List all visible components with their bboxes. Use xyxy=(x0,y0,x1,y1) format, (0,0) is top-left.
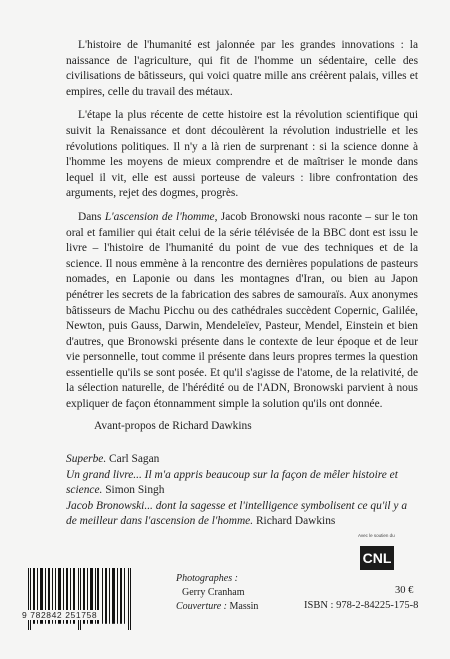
paragraph-3-intro: Dans xyxy=(78,210,105,223)
barcode xyxy=(24,568,136,630)
photo-name: Gerry Cranham xyxy=(182,587,245,598)
blurb xyxy=(66,38,418,421)
book-title: L'ascension de l'homme xyxy=(104,210,215,223)
quote-text: Un grand livre... Il m'a appris beaucoup sur la façon de mêler histoire et science. xyxy=(66,468,398,497)
logo-caption: Avec le soutien du xyxy=(358,533,395,538)
cnl-logo xyxy=(360,538,396,578)
price: 30 € xyxy=(395,585,414,596)
quote-singh xyxy=(66,468,418,499)
paragraph-2: L'étape la plus récente de cette histoire est la révolution scientifique qui suivit la Renaissance et dont découlèrent la révolution industrielle et les révolutions politiques. Il n'y a là rien de surprenant : si la science donne à l'homme les moyens de mieux comprendre et de maîtriser le monde dans lequel il vit, elle est aussi porteuse de valeurs : libre confrontation des arguments, rejet des dogmes, progrès. xyxy=(66,109,418,200)
quote-text: Jacob Bronowski... dont la sagesse et l'intelligence symbolisent ce qu'il y a de meilleur dans l'ascension de l'homme. xyxy=(66,499,408,528)
paragraph-3-rest: , Jacob Bronowski nous raconte – sur le ton oral et familier qui était celui de la série télévisée de la BBC dont est issu le livre – l'histoire de l'humanité du point de vue des techniques et de la science. Il nous emmène à la rencontre des dernières populations de pasteurs nomades, en Laponie ou dans les montagnes d'Iran, ou bien au Japon pénétrer les secrets de la fabrication des sabres de samouraïs. Aux anonymes bâtisseurs de Machu Picchu ou des cathédrales succèdent Copernic, Galilée, Newton, puis Gauss, Darwin, Mendeleïev, Pasteur, Mendel, Einstein et bien d'autres, que Bronowski présente dans le contexte de leur époque et de leur vie personnelle, tout comme il présente dans leurs propres termes la question essentielle qu'ils se sont posée. Et qu'il s'agisse de l'atome, de la relativité, de la sélection naturelle, de l'hérédité ou de l'ADN, Bronowski parvient à nous expliquer de façon étonnamment simple la solution qu'ils ont donnée. xyxy=(66,210,418,411)
quote-dawkins xyxy=(66,499,418,530)
cnl-logo-text: CNL xyxy=(360,546,394,570)
quote-author: Carl Sagan xyxy=(106,453,160,465)
quote-author: Simon Singh xyxy=(102,484,165,497)
review-quotes xyxy=(66,452,418,530)
quote-author: Richard Dawkins xyxy=(253,515,336,528)
paragraph-1: L'histoire de l'humanité est jalonnée par les grandes innovations : la naissance de l'agriculture, qui fit de l'homme un sédentaire, celle des civilisations de bâtisseurs, qui voici quatre mille ans créèrent palais, villes et empires, celle du travail des métaux. xyxy=(66,39,418,98)
isbn: ISBN : 978-2-84225-175-8 xyxy=(304,600,419,611)
cover-name: Massin xyxy=(229,601,259,612)
quote-sagan xyxy=(66,452,418,468)
foreword-credit: Avant-propos de Richard Dawkins xyxy=(94,420,252,432)
photo-label: Photographes : xyxy=(176,573,238,584)
cover-label: Couverture : xyxy=(176,601,230,612)
paragraph-3 xyxy=(66,210,418,413)
quote-text: Superbe. xyxy=(66,453,107,465)
barcode-number: 9 782842 251758 xyxy=(22,610,98,620)
credits xyxy=(176,572,258,614)
